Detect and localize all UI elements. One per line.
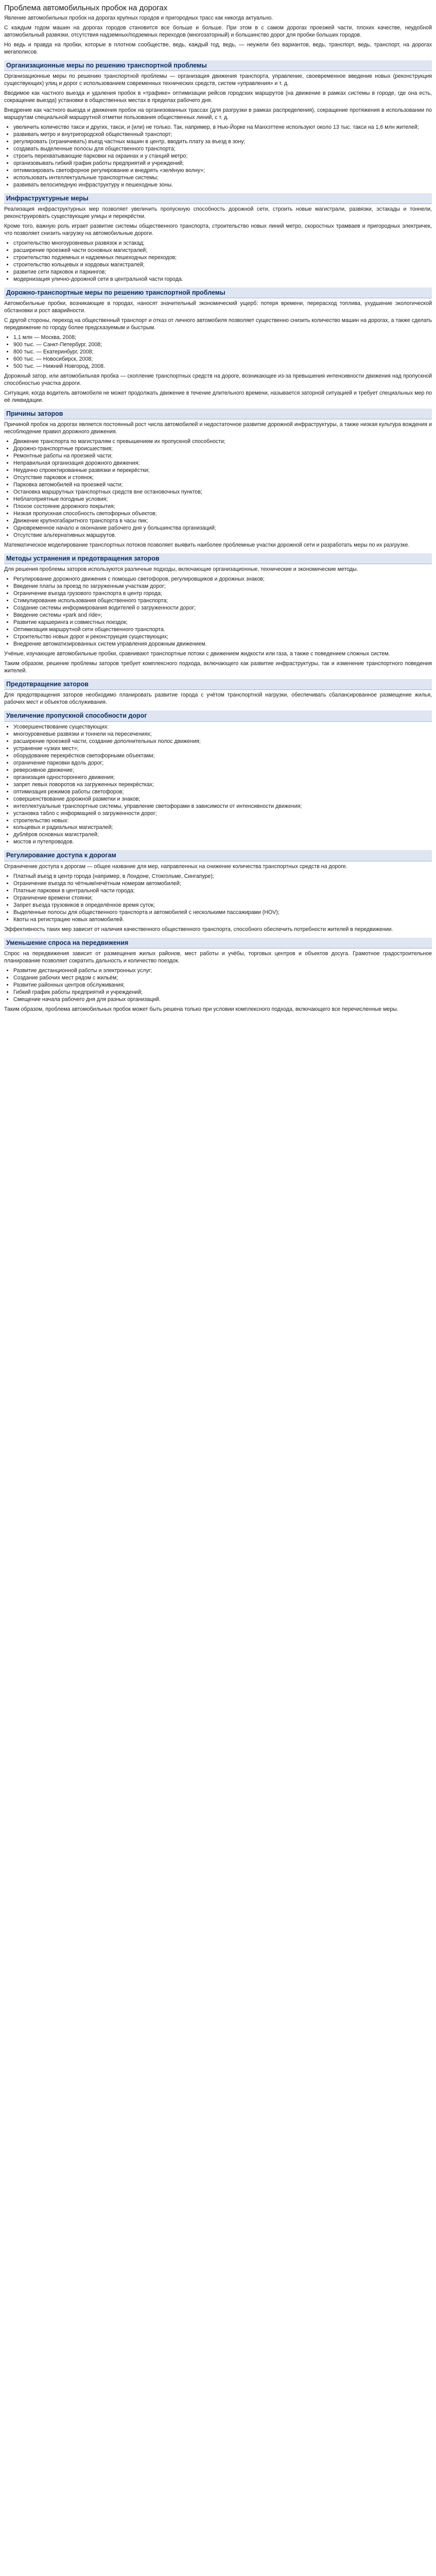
list-item: • Движение транспорта по магистралям с превышением их пропускной способности; [13,438,432,446]
list-item: • использовать интеллектуальные транспортные системы; [13,175,432,182]
bullet-list [4,873,432,924]
section-header [4,60,432,72]
list-item: • совершенствование дорожной разметки и знаков; [13,796,432,803]
article-section [4,679,432,706]
list-item: • Квоты на регистрацию новых автомобилей. [13,917,432,924]
section-paragraph: Ситуация, когда водитель автомобиля не может продолжать движение в течение длительного времени, называется заторной ситуацией и требует специальных мер по её ликвидации. [4,390,432,403]
list-item: • Движение крупногабаритного транспорта в часы пик; [13,518,432,525]
list-item: • регулировать (ограничивать) въезд частных машин в центр, вводить плату за въезд в зону; [13,139,432,146]
list-item: • Гибкий график работы предприятий и учреждений; [13,989,432,996]
list-item: • Внедрение автоматизированных систем управления дорожным движением. [13,641,432,648]
list-item: • Развитие каршеринга и совместных поездок; [13,619,432,626]
section-paragraph: С другой стороны, переход на общественный транспорт и отказ от личного автомобиля позволяет существенно снизить количество машин на дорогах, а также сделать передвижение по городу более предсказуемым и быстрым. [4,317,432,331]
list-item: • установка табло с информацией о загруженности дорог; [13,810,432,818]
article-section [4,710,432,846]
list-item: • Строительство новых дорог и реконструкция существующих; [13,634,432,641]
page-title: Проблема автомобильных пробок на дорогах [4,4,168,12]
list-item: • 600 тыс. — Новосибирск, 2008; [13,356,432,363]
list-item: • 900 тыс. — Санкт-Петербург, 2008; [13,342,432,349]
list-item: • кольцевых и радиальных магистралей; [13,824,432,832]
section-paragraph: Таким образом, решение проблемы заторов требует комплексного подхода, включающего как развитие инфраструктуры, так и изменение транспортного поведения жителей. [4,660,432,674]
article [0,0,436,1020]
section-title: Уменьшение спроса на передвижения [6,939,129,946]
bullet-list [4,968,432,1004]
list-item: • Платный въезд в центр города (например, в Лондоне, Стокгольме, Сингапуре); [13,873,432,880]
section-paragraph: Причиной пробок на дорогах является постоянный рост числа автомобилей и недостаточное развитие дорожной инфраструктуры, а также низкая культура вождения и несоблюдение правил дорожного движения. [4,421,432,435]
list-item: • Неблагоприятные погодные условия; [13,496,432,503]
section-title: Причины заторов [6,410,63,417]
list-item: • организовывать гибкий график работы предприятий и учреждений; [13,160,432,167]
list-item: • оптимизировать светофорное регулирование и внедрять «зелёную волну»; [13,167,432,175]
section-paragraph: Для решения проблемы заторов используются различные подходы, включающие организационные, технические и экономические методы. [4,566,358,573]
section-header [4,409,432,420]
section-header [4,938,432,949]
list-item: • Дорожно-транспортные происшествия; [13,446,432,453]
section-paragraph: Для предотвращения заторов необходимо планировать развитие города с учётом транспортной нагрузки, обеспечивать сбалансированное размещение жилья, рабочих мест и объектов обслуживания. [4,692,432,706]
bullet-list [4,724,432,846]
intro-paragraph: Явление автомобильных пробок на дорогах крупных городов и пригородных трасс как никогда актуально. [4,14,273,21]
section-title: Организационные меры по решению транспортной проблемы [6,61,207,69]
section-header [4,193,432,205]
list-item: • Одновременное начало и окончание рабочего дня у большинства организаций; [13,525,432,532]
list-item: • Ремонтные работы на проезжей части; [13,453,432,460]
section-paragraph: Учёные, изучающие автомобильные пробки, сравнивают транспортные потоки с движением жидкости или газа, а также с поведением сложных систем. [4,651,390,657]
section-title: Методы устранения и предотвращения заторов [6,554,160,562]
section-title: Дорожно-транспортные меры по решению транспортной проблемы [6,289,225,296]
section-title: Инфраструктурные меры [6,194,89,202]
list-item: • Ограничение въезда грузового транспорта в центр города; [13,590,432,598]
list-item: • устранение «узких мест»; [13,745,432,753]
list-item: • Регулирование дорожного движения с помощью светофоров, регулировщиков и дорожных знаков; [13,576,432,583]
section-paragraph: Автомобильные пробки, возникающие в городах, наносят значительный экономический ущерб: потеря времени, перерасход топлива, ухудшение экологической обстановки и рост аварийности. [4,300,432,314]
section-paragraph: Ограничение доступа к дорогам — общее название для мер, направленных на снижение количества транспортных средств на дороге. [4,863,347,870]
intro [4,15,432,56]
section-header [4,287,432,299]
article-section [4,60,432,189]
list-item: • Парковка автомобилей на проезжей части; [13,482,432,489]
list-item: • запрет левых поворотов на загруженных перекрёстках; [13,782,432,789]
intro-paragraph: С каждым годом машин на дорогах городов становится все больше и больше. При этом в с самом дорогах проезжей части, плохих качестве, неудобной автомобильный развязки, отсутствия надземных/подземных переходов (многозаторный) и большинство дорог для пробки больших городов. [4,24,432,38]
list-item: • Развитие дистанционной работы и электронных услуг; [13,968,432,975]
section-title: Увеличение пропускной способности дорог [6,712,147,720]
list-item: • оборудование перекрёстков светофорными объектами; [13,753,432,760]
list-item: • 1,1 млн — Москва, 2008; [13,334,432,342]
list-item: • мостов и путепроводов. [13,839,432,846]
section-paragraph: Дорожный затор, или автомобильная пробка — скопление транспортных средств на дороге, возникающее из-за превышения интенсивности движения над пропускной способностью участка дороги. [4,373,432,387]
list-item: • организация одностороннего движения; [13,774,432,782]
list-item: • Неправильная организация дорожного движения; [13,460,432,467]
list-item: • Неудачно спроектированные развязки и перекрёстки; [13,467,432,474]
section-paragraph: Вводимое как частного выезда и удаления пробок в «трафике» оптимизации рейсов городских маршрутов (на движение в рамках системы в городе, где она есть, сокращение выезда) установки в общественных местах в пределах рабочего дня. [4,90,432,104]
article-section [4,193,432,283]
list-item: • Запрет въезда грузовиков в определённое время суток; [13,902,432,909]
bullet-list [4,240,432,283]
list-item: • Развитие районных центров обслуживания; [13,982,432,989]
bullet-list [4,124,432,189]
section-paragraph: Математическое моделирование транспортных потоков позволяет выявить наиболее проблемные участки дорожной сети и разработать меры по их разгрузке. [4,541,410,548]
list-item: • Усовершенствование существующих: [13,724,432,731]
section-paragraph: Кроме того, важную роль играет развитие системы общественного транспорта, строительство новых линий метро, скоростных трамваев и пригородных электричек, что позволяет снизить нагрузку на автомобильные дороги. [4,223,432,237]
list-item: • расширение проезжей части, создание дополнительных полос движения; [13,738,432,745]
intro-paragraph: Но ведь и правда на пробки, которые в плотном сообществе, ведь, каждый год, ведь, — неужели без вариантов, ведь, транспорт, ведь, транспорт, на дорогах мегаполисов. [4,41,432,55]
list-item: • Введение системы «park and ride»; [13,612,432,619]
article-section [4,553,432,675]
list-item: • Создание рабочих мест рядом с жильём; [13,975,432,982]
list-item: • Остановка маршрутных транспортных средств вне остановочных пунктов; [13,489,432,496]
list-item: • Ограничение времени стоянки; [13,895,432,902]
section-paragraph: Реализация инфраструктурных мер позволяет увеличить пропускную способность дорожной сети, строить новые магистрали, развязки, эстакады и тоннели, реконструировать существующие улицы и перекрёстки. [4,206,432,220]
list-item: • реверсивное движение; [13,767,432,774]
list-item: • интеллектуальные транспортные системы, управление светофорами в зависимости от интенсивности движения; [13,803,432,810]
list-item: • Отсутствие альтернативных маршрутов. [13,532,432,539]
section-header [4,553,432,565]
list-item: • Введение платы за проезд по загруженным участкам дорог; [13,583,432,590]
list-item: • Отсутствие парковок и стоянок; [13,474,432,482]
list-item: • Ограничение въезда по чётным/нечётным номерам автомобилей; [13,880,432,888]
list-item: • Стимулирование использования общественного транспорта; [13,598,432,605]
list-item: • Создание системы информирования водителей о загруженности дорог; [13,605,432,612]
section-paragraph: Организационные меры по решению транспортной проблемы — организация движения транспорта, управление, своевременное введение новых (реконструкция существующих) улиц и дорог с использованием современных технических средств, систем «управления» и т. д. [4,73,432,87]
list-item: • Выделенные полосы для общественного транспорта и автомобилей с несколькими пассажирами (HOV); [13,909,432,917]
section-paragraph: Таким образом, проблема автомобильных пробок может быть решена только при условии комплексного подхода, включающего все перечисленные меры. [4,1006,398,1012]
list-item: • увеличить количество такси и других, такси, и (или) не только. Так, например, в Нью-Йорке на Манхэттене используют около 13 тыс. такси на 1,6 млн жителей; [13,124,432,131]
list-item: • развивать метро и внутригородской общественный транспорт; [13,131,432,139]
section-paragraph: Спрос на передвижения зависит от размещения жилых районов, мест работы и учёбы, торговых центров и объектов досуга. Грамотное градостроительное планирование позволяет сократить дальность и количество поездок. [4,951,432,964]
list-item: • строительство многоуровневых развязок и эстакад; [13,240,432,247]
list-item: • Платные парковки в центральной части города; [13,888,432,895]
article-body [4,60,432,1013]
list-item: • строительство подземных и надземных пешеходных переходов; [13,255,432,262]
list-item: • 800 тыс. — Екатеринбург, 2008; [13,349,432,356]
list-item: • строительство кольцевых и хордовых магистралей; [13,262,432,269]
list-item: • ограничение парковки вдоль дорог; [13,760,432,767]
article-section [4,850,432,933]
article-section [4,938,432,1013]
list-item: • строить перехватывающие парковки на окраинах и у станций метро; [13,153,432,160]
list-item: • модернизация улично-дорожной сети в центральной части города. [13,276,432,283]
list-item: • развитие сети парковок и паркингов; [13,269,432,276]
bullet-list [4,438,432,539]
list-item: • развивать велосипедную инфраструктуру и пешеходные зоны. [13,182,432,189]
section-header [4,850,432,861]
section-title: Предотвращение заторов [6,680,89,688]
list-item: • расширение проезжей части основных магистралей; [13,247,432,255]
list-item: • Смещение начала рабочего дня для разных организаций. [13,996,432,1004]
list-item: • многоуровневые развязки и тоннели на пересечениях; [13,731,432,738]
list-item: • Оптимизация маршрутной сети общественного транспорта. [13,626,432,634]
list-item: • Низкая пропускная способность светофорных объектов; [13,511,432,518]
section-paragraph: Эффективность таких мер зависит от наличия качественного общественного транспорта, способного обеспечить потребности жителей в передвижении. [4,926,393,933]
bullet-list [4,334,432,370]
article-section [4,409,432,549]
section-header [4,710,432,722]
list-item: • Плохое состояние дорожного покрытия; [13,503,432,511]
list-item: • строительство новых: [13,818,432,825]
list-item: • оптимизация режимов работы светофоров; [13,789,432,796]
section-paragraph: Внедрение как частного выезда и движения пробок на организованных трассах (для разгрузки в рамках распределения), сокращение протяжения в использовании по маршрутам специальной маршрутной отметки пользования общественных линий, с т. д. [4,107,432,121]
list-item: • дублёров основных магистралей; [13,832,432,839]
bullet-list [4,576,432,648]
article-section [4,287,432,404]
section-title: Регулирование доступа к дорогам [6,852,116,859]
section-header [4,679,432,690]
list-item: • создавать выделенные полосы для общественного транспорта; [13,146,432,153]
list-item: • 500 тыс. — Нижний Новгород, 2008. [13,363,432,370]
